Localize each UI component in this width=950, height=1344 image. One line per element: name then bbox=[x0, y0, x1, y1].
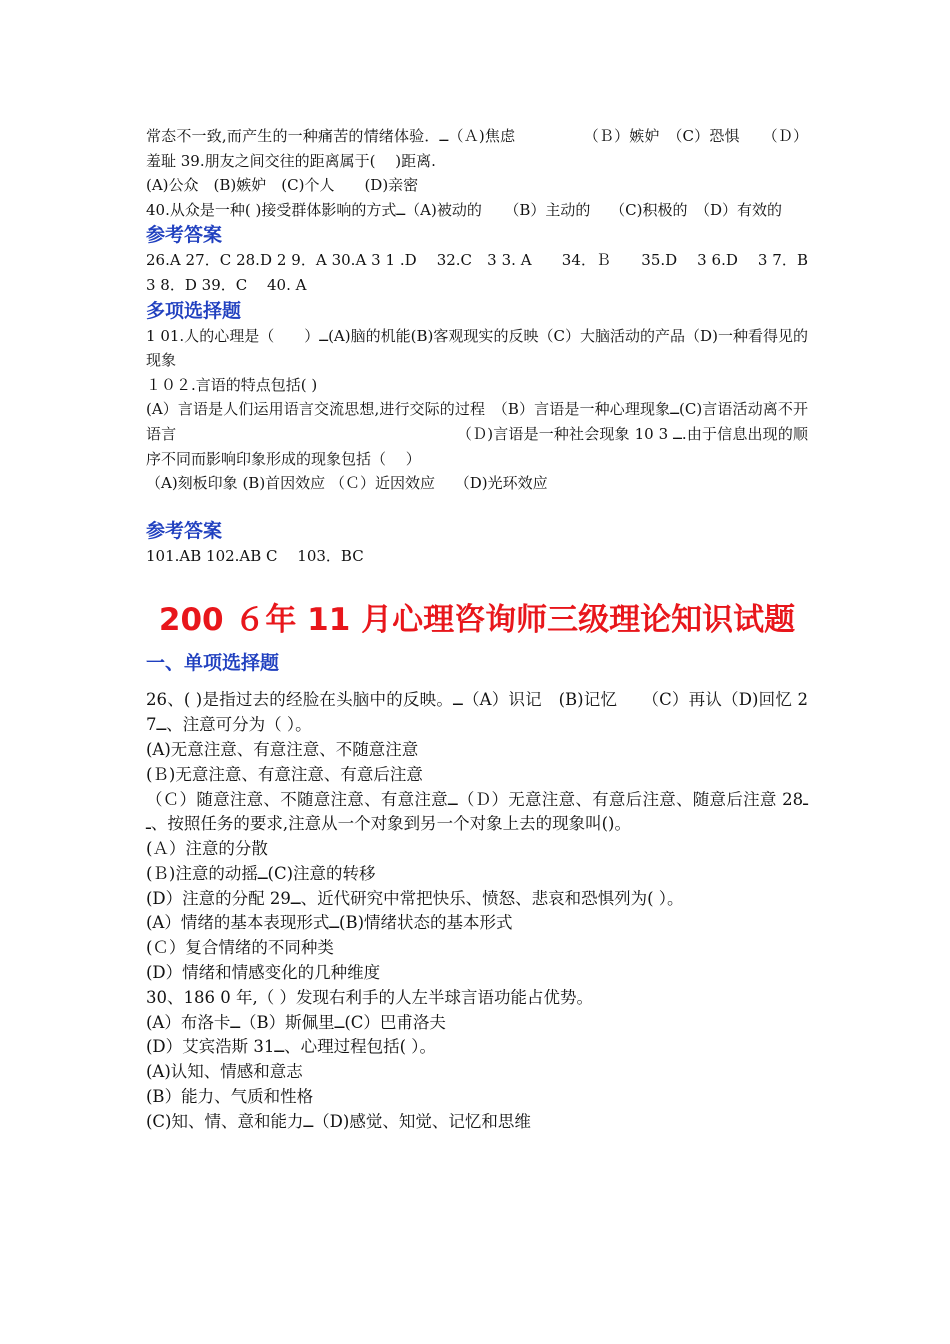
question-text-26-27: 26、( )是指过去的经脸在头脑中的反映。ــ（A）识记 (B)记忆 （C）再认（D)回忆 27ــ、注意可分为（ ）。 bbox=[146, 690, 808, 735]
question-text-38-39: 常态不一致,而产生的一种痛苦的情绪体验．ــ（Ａ)焦虑 （Ｂ）嫉妒 （C）恐惧 （Ｄ）羞耻 39.朋友之间交往的距离属于( )距离. bbox=[146, 127, 808, 170]
spacer bbox=[146, 678, 808, 688]
option-line: (Ｂ)注意的动摇ــ(C)注意的转移 bbox=[146, 863, 376, 883]
exam-title: 200 ６年 11 月心理咨询师三级理论知识试题 bbox=[158, 602, 796, 639]
option-line: (B）能力、气质和性格 bbox=[146, 1087, 314, 1107]
question-text-40: 40.从众是一种( )接受群体影响的方式ــ（A)被动的 （B）主动的 （C)积极的 （D）有效的 bbox=[146, 200, 782, 219]
option-line: (A)认知、情感和意志 bbox=[146, 1062, 303, 1082]
answer-key-text-2: 101.AB 102.AB C 103．BC bbox=[146, 546, 364, 565]
option-line: (Ｂ)无意注意、有意注意、有意后注意 bbox=[146, 764, 423, 784]
option-line: (A)无意注意、有意注意、不随意注意 bbox=[146, 739, 419, 759]
option-line: (Ｃ）复合情绪的不同种类 bbox=[146, 938, 334, 958]
question-options-39: (A)公众 (B)嫉妒 (C)个人 (D)亲密 bbox=[146, 176, 419, 195]
option-line: (A）布洛卡ــ（B）斯佩里ــ(C）巴甫洛夫 bbox=[146, 1012, 446, 1032]
document-page bbox=[146, 124, 808, 1135]
answer-key-heading: 参考答案 bbox=[146, 224, 223, 247]
multiple-choice-heading: 多项选择题 bbox=[146, 299, 242, 322]
question-text-31: (D）艾宾浩斯 31ــ、心理过程包括( ）。 bbox=[146, 1037, 437, 1057]
option-line: (Ａ）注意的分散 bbox=[146, 839, 268, 859]
answer-key-heading-2: 参考答案 bbox=[146, 519, 223, 542]
question-options-103: （A)刻板印象 (B)首因效应 （Ｃ）近因效应 （D)光环效应 bbox=[146, 474, 548, 493]
answer-key-text: 26.A 27．C 28.D 2 9．A 30.A 3 1 .D 32.C 3 3. A 34．Ｂ 35.D 3 6.D 3 7．B 3 8．D 39．C 40. A bbox=[146, 251, 808, 294]
question-text-28: （Ｃ）随意注意、不随意注意、有意注意ــ（Ｄ）无意注意、有意后注意、随意后注意 28ــ、按照任务的要求,注意从一个对象到另一个对象上去的现象叫()。 bbox=[146, 789, 809, 834]
section-title: 一、单项选择题 bbox=[146, 652, 280, 675]
option-line: (C)知、情、意和能力ــ（D)感觉、知觉、记忆和思维 bbox=[146, 1111, 531, 1131]
question-text-30: 30、186 0 年,（ ）发现右利手的人左半球言语功能占优势。 bbox=[146, 987, 593, 1007]
option-line: (D）情绪和情感变化的几种维度 bbox=[146, 963, 381, 983]
spacer bbox=[146, 568, 808, 596]
question-text-29: (D）注意的分配 29ــ、近代研究中常把快乐、愤怒、悲哀和恐惧列为( ）。 bbox=[146, 888, 684, 908]
question-options-102-103: (A）言语是人们运用语言交流思想,进行交际的过程 （B）言语是一种心理现象ــ(C)言语活动离不开语言 （Ｄ)言语是一种社会现象 10 3 ــ.由于信息出现的顺序不同而影响印象形成的现象包括（ ） bbox=[146, 400, 809, 468]
spacer bbox=[146, 496, 808, 518]
question-text-101: 1 01.人的心理是（ ）ــ(A)脑的机能(B)客观现实的反映（C）大脑活动的产品（D)一种看得见的现象 bbox=[146, 326, 808, 370]
option-line: (A）情绪的基本表现形式ــ(B)情绪状态的基本形式 bbox=[146, 913, 513, 933]
question-text-102: １０２.言语的特点包括( ) bbox=[146, 375, 318, 394]
